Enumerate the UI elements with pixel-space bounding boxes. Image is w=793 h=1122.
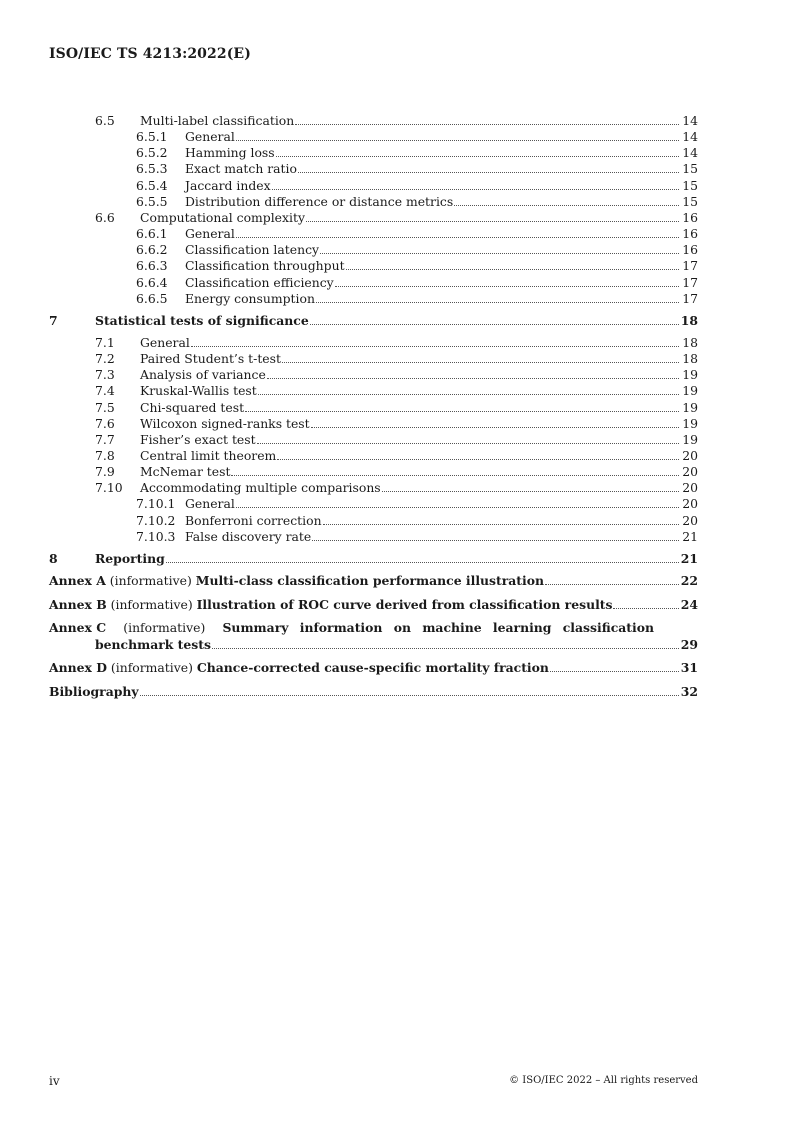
toc-annex-entry[interactable] (0, 619, 793, 655)
dot-leader (316, 302, 679, 303)
dot-leader (613, 608, 679, 609)
toc-entry-page: 19 (682, 399, 698, 415)
toc-entry[interactable] (0, 512, 793, 529)
toc-entry-number: 8 (49, 550, 58, 566)
annex-type: (informative) (110, 596, 193, 612)
toc-entry-title: Classification throughput (185, 258, 345, 274)
annex-label: Annex B (49, 596, 107, 612)
dot-leader (346, 269, 679, 270)
toc-entry-number: 7.2 (95, 351, 115, 367)
dot-leader (257, 443, 679, 444)
toc-entry-title-group (140, 463, 681, 480)
toc-entry-title: Energy consumption (185, 290, 315, 306)
dot-leader (212, 648, 679, 649)
toc-entry-page: 20 (682, 480, 698, 496)
toc-entry[interactable] (0, 177, 793, 194)
toc-entry-number: 6.5.4 (136, 177, 168, 193)
annex-type: (informative) (109, 573, 192, 589)
document-id-header: ISO/IEC TS 4213:2022(E) (49, 46, 251, 62)
dot-leader (545, 584, 679, 585)
toc-entry-title-group (140, 447, 681, 464)
toc-entry[interactable] (0, 334, 793, 351)
toc-entry-title-group (49, 659, 681, 676)
toc-entry-number: 6.5.3 (136, 161, 168, 177)
toc-entry-title-group (185, 290, 681, 307)
toc-entry[interactable] (0, 550, 793, 567)
annex-title: Chance-corrected cause-specific mortality fraction (196, 660, 549, 676)
dot-leader (298, 172, 679, 173)
toc-entry-title-group (185, 225, 681, 242)
toc-entry-page: 21 (682, 528, 698, 544)
toc-entry-title: Kruskal-Wallis test (140, 383, 257, 399)
toc-entry-page: 20 (682, 512, 698, 528)
toc-entry-number: 7.4 (95, 383, 115, 399)
toc-entry-title-group (140, 431, 681, 448)
toc-entry-number: 7.1 (95, 334, 115, 350)
toc-entry-title: Chi-squared test (140, 399, 245, 415)
toc-entry[interactable] (0, 312, 793, 329)
toc-entry-title: General (140, 334, 190, 350)
toc-entry-title-group (185, 144, 681, 161)
bibliography-title: Bibliography (49, 683, 139, 699)
dot-leader (276, 156, 679, 157)
toc-entry-title: Analysis of variance (140, 367, 266, 383)
toc-entry[interactable] (0, 193, 793, 210)
toc-entry-page: 19 (682, 431, 698, 447)
dot-leader (140, 695, 679, 696)
toc-entry-number: 7.9 (95, 464, 115, 480)
toc-entry-number: 6.6.4 (136, 274, 168, 290)
toc-entry[interactable] (0, 366, 793, 383)
toc-entry-page: 16 (682, 242, 698, 258)
dot-leader (311, 427, 679, 428)
toc-entry-page: 16 (682, 209, 698, 225)
toc-entry-number: 7.5 (95, 399, 115, 415)
toc-entry-title-group (185, 512, 681, 529)
toc-entry-title: McNemar test (140, 464, 231, 480)
toc-entry-title-group (140, 366, 681, 383)
toc-entry[interactable] (0, 528, 793, 545)
toc-entry[interactable] (0, 350, 793, 367)
toc-entry-page: 19 (682, 367, 698, 383)
toc-entry[interactable] (0, 209, 793, 226)
toc-entry-page: 20 (682, 464, 698, 480)
toc-entry-title-group (140, 334, 681, 351)
toc-entry-title: Accommodating multiple comparisons (140, 480, 381, 496)
annex-title: Illustration of ROC curve derived from classification results (196, 596, 613, 612)
toc-entry-title: Distribution difference or distance metrics (185, 193, 454, 209)
toc-entry-title: General (185, 496, 235, 512)
toc-entry-page: 16 (682, 226, 698, 242)
toc-entry-title-group (140, 112, 681, 129)
toc-entry[interactable] (0, 128, 793, 145)
toc-entry[interactable] (0, 160, 793, 177)
toc-entry-title: Exact match ratio (185, 161, 297, 177)
dot-leader (236, 507, 679, 508)
toc-entry-number: 6.5 (95, 113, 115, 128)
page-number: iv (49, 1074, 60, 1088)
annex-title-line-2: benchmark tests (95, 637, 211, 653)
toc-entry-number: 7.6 (95, 415, 115, 431)
annex-label: Annex D (49, 660, 107, 676)
dot-leader (258, 394, 679, 395)
toc-entry-title-group (140, 350, 681, 367)
annex-label: Annex A (49, 573, 106, 589)
dot-leader (236, 140, 679, 141)
toc-entry-title: Central limit theorem (140, 448, 277, 463)
toc-annex-entry[interactable] (0, 572, 793, 589)
toc-entry-title: General (185, 226, 235, 242)
dot-leader (282, 362, 679, 363)
toc-entry-title: Hamming loss (185, 145, 275, 161)
copyright-notice: © ISO/IEC 2022 – All rights reserved (509, 1075, 698, 1086)
toc-entry-number: 7.10.3 (136, 528, 176, 544)
toc-entry-page: 18 (682, 334, 698, 350)
toc-entry-number: 6.5.1 (136, 129, 168, 145)
toc-entry-page: 21 (680, 550, 698, 566)
toc-entry-title: False discovery rate (185, 528, 312, 544)
toc-entry-title-group (49, 572, 681, 589)
toc-entry[interactable] (0, 257, 793, 274)
toc-entry[interactable] (0, 479, 793, 496)
dot-leader (166, 562, 679, 563)
annex-title-line-1: Summary information on machine learning classification (222, 620, 654, 636)
toc-entry-page: 29 (680, 637, 698, 653)
toc-entry-title: Classification efficiency (185, 274, 334, 290)
toc-entry-number: 6.6.1 (136, 226, 168, 242)
toc-entry-title-group (185, 160, 681, 177)
toc-entry-number: 6.5.5 (136, 193, 168, 209)
annex-heading (49, 596, 612, 613)
dot-leader (310, 324, 679, 325)
toc-entry[interactable] (0, 431, 793, 448)
toc-entry-page: 19 (682, 415, 698, 431)
dot-leader (245, 411, 679, 412)
toc-entry-page: 19 (682, 383, 698, 399)
toc-entry-title-group (185, 495, 681, 512)
toc-entry-title-group (140, 209, 681, 226)
annex-label: Annex C (49, 620, 107, 636)
toc-entry-title-group (49, 683, 681, 700)
toc-entry-page: 15 (682, 177, 698, 193)
toc-entry[interactable] (0, 447, 793, 464)
dot-leader (335, 286, 679, 287)
toc-entry-page: 14 (682, 113, 698, 128)
dot-leader (272, 189, 679, 190)
annex-title: Multi-class classification performance illustration (195, 573, 545, 589)
toc-entry[interactable] (0, 382, 793, 399)
toc-entry-title-group (49, 596, 681, 613)
toc-entry-title: Computational complexity (140, 209, 305, 225)
toc-entry-page: 31 (680, 660, 698, 676)
toc-entry-title-group (185, 128, 681, 145)
toc-entry-page: 20 (682, 448, 698, 463)
toc-annex-entry[interactable] (0, 659, 793, 676)
annex-type: (informative) (123, 620, 206, 636)
toc-entry[interactable] (0, 241, 793, 258)
dot-leader (191, 346, 679, 347)
toc-entry-page: 18 (680, 312, 698, 328)
toc-entry-title: Paired Student’s t-test (140, 351, 281, 367)
dot-leader (306, 221, 679, 222)
toc-annex-entry[interactable] (0, 596, 793, 613)
toc-entry-page: 22 (680, 573, 698, 589)
dot-leader (236, 237, 679, 238)
dot-leader (295, 124, 679, 125)
toc-entry-number: 6.5.2 (136, 145, 168, 161)
toc-entry-page: 14 (682, 129, 698, 145)
toc-entry-title-group (140, 382, 681, 399)
toc-entry-number: 7.8 (95, 448, 115, 463)
toc-entry-number: 7.3 (95, 367, 115, 383)
toc-entry-page: 17 (682, 258, 698, 274)
annex-heading (49, 572, 544, 589)
toc-entry-title: Reporting (95, 550, 165, 566)
dot-leader (277, 459, 679, 460)
toc-entry-number: 7.10.2 (136, 512, 176, 528)
toc-entry-page: 20 (682, 496, 698, 512)
toc-entry-title-group (95, 550, 681, 567)
toc-entry-number: 7.10 (95, 480, 123, 496)
annex-line-2 (95, 636, 681, 653)
annex-type: (informative) (110, 660, 193, 676)
toc-entry[interactable] (0, 495, 793, 512)
dot-leader (550, 671, 679, 672)
toc-entry-page: 32 (680, 683, 698, 699)
toc-entry[interactable] (0, 225, 793, 242)
toc-entry-title-group (140, 415, 681, 432)
toc-entry-title-group (185, 193, 681, 210)
toc-entry-number: 7.10.1 (136, 496, 176, 512)
toc-entry-title: Statistical tests of significance (95, 312, 309, 328)
annex-line-1 (49, 619, 654, 636)
dot-leader (231, 475, 679, 476)
toc-bibliography-entry[interactable] (0, 683, 793, 700)
toc-entry-title: Multi-label classification (140, 113, 295, 128)
toc-entry[interactable] (0, 399, 793, 416)
dot-leader (312, 540, 679, 541)
dot-leader (382, 491, 679, 492)
toc-entry-number: 7.7 (95, 431, 115, 447)
toc-entry-page: 15 (682, 161, 698, 177)
dot-leader (454, 205, 679, 206)
toc-entry-number: 6.6.3 (136, 258, 168, 274)
toc-entry-title: Jaccard index (185, 177, 271, 193)
dot-leader (323, 524, 679, 525)
toc-entry-title-group (140, 399, 681, 416)
toc-entry-page: 15 (682, 193, 698, 209)
toc-entry[interactable] (0, 144, 793, 161)
toc-entry-page: 24 (680, 596, 698, 612)
toc-entry-number: 6.6.2 (136, 242, 168, 258)
toc-entry-title-group (185, 274, 681, 291)
toc-entry-title: General (185, 129, 235, 145)
toc-entry-title-group (185, 528, 681, 545)
toc-entry-title-group (140, 479, 681, 496)
toc-entry-title-group (185, 257, 681, 274)
dot-leader (320, 253, 679, 254)
toc-entry[interactable] (0, 415, 793, 432)
toc-entry-number: 6.6 (95, 209, 115, 225)
toc-entry-number: 6.6.5 (136, 290, 168, 306)
toc-entry-title: Wilcoxon signed-ranks test (140, 415, 310, 431)
toc-entry-title-group (185, 241, 681, 258)
toc-entry-page: 14 (682, 145, 698, 161)
toc-entry-title: Fisher’s exact test (140, 431, 256, 447)
toc-entry-title: Classification latency (185, 242, 320, 258)
toc-entry-page: 18 (682, 351, 698, 367)
toc-entry-page: 17 (682, 290, 698, 306)
toc-entry-title-group (95, 312, 681, 329)
toc-entry[interactable] (0, 463, 793, 480)
toc-entry-page: 17 (682, 274, 698, 290)
toc-entry[interactable] (0, 112, 793, 129)
toc-entry-number: 7 (49, 312, 58, 328)
toc-entry-title-group (185, 177, 681, 194)
toc-entry[interactable] (0, 274, 793, 291)
toc-entry[interactable] (0, 290, 793, 307)
annex-heading (49, 659, 549, 676)
toc-entry-title: Bonferroni correction (185, 512, 322, 528)
dot-leader (267, 378, 679, 379)
